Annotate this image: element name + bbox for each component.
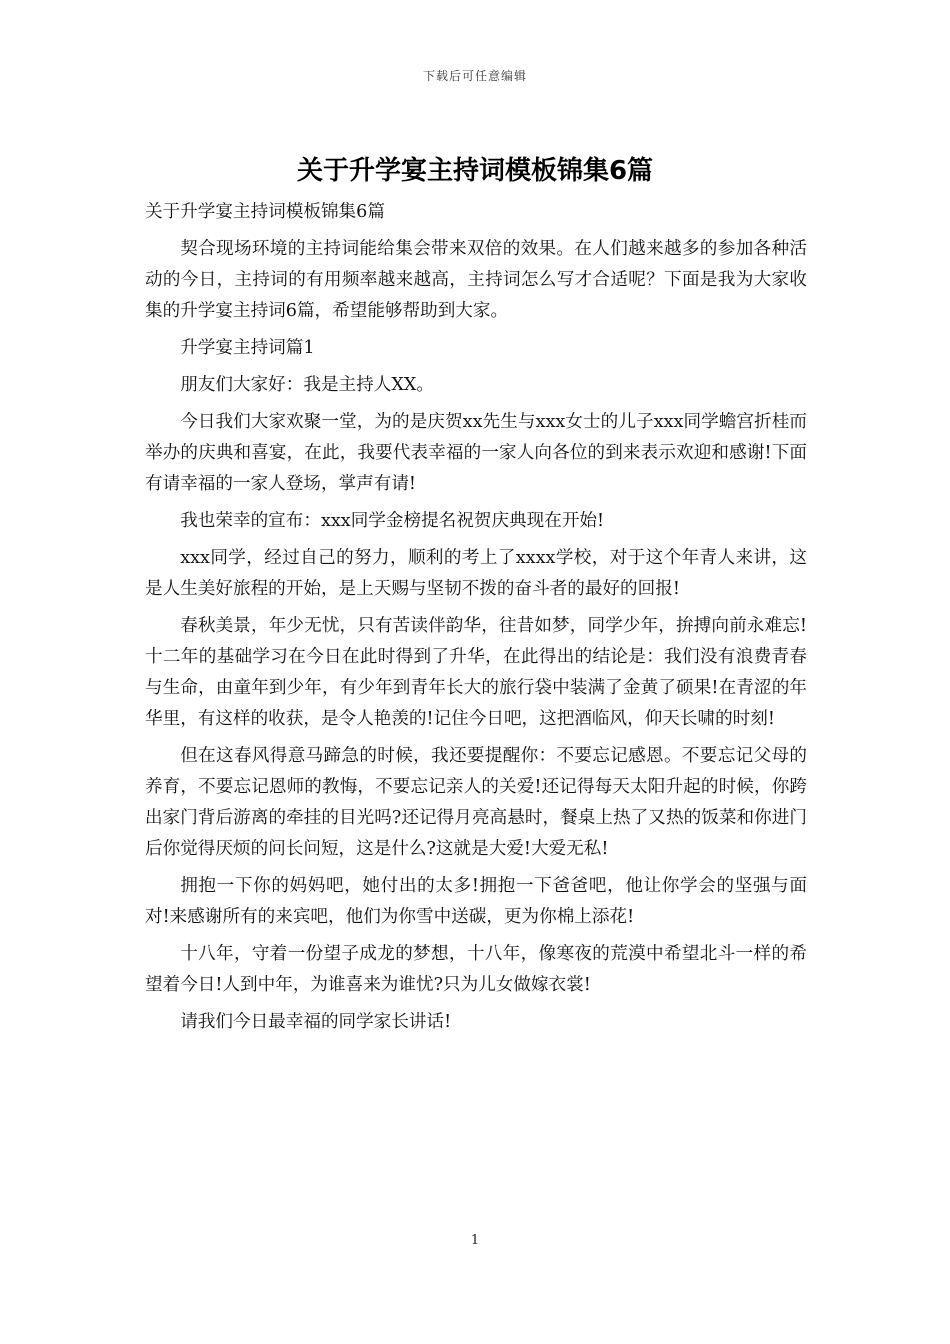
- page-header-note: 下载后可任意编辑: [422, 69, 527, 83]
- body-paragraph: 今日我们大家欢聚一堂，为的是庆贺xx先生与xxx女士的儿子xxx同学蟾宫折桂而举办的庆典和喜宴，在此，我要代表幸福的一家人向各位的到来表示欢迎和感谢!下面有请幸福的一家人登场，掌声有请!: [145, 412, 807, 494]
- body-paragraph: 我也荣幸的宣布：xxx同学金榜提名祝贺庆典现在开始!: [180, 511, 605, 531]
- document-title: 关于升学宴主持词模板锦集6篇: [296, 156, 654, 186]
- subtitle-line: 关于升学宴主持词模板锦集6篇: [145, 202, 385, 222]
- body-paragraph: 拥抱一下你的妈妈吧，她付出的太多!拥抱一下爸爸吧，他让你学会的坚强与面对!来感谢所有的来宾吧，他们为你雪中送碳，更为你棉上添花!: [145, 876, 807, 927]
- body-paragraph: 朋友们大家好：我是主持人XX。: [180, 375, 434, 395]
- body-paragraph: 十八年，守着一份望子成龙的梦想，十八年，像寒夜的荒漠中希望北斗一样的希望着今日!人到中年，为谁喜来为谁忧?只为儿女做嫁衣裳!: [145, 944, 807, 995]
- body-paragraph: 春秋美景，年少无忧，只有苦读伴韵华，往昔如梦，同学少年，拚搏向前永难忘!十二年的基础学习在今日在此时得到了升华，在此得出的结论是：我们没有浪费青春与生命，由童年到少年，有少年到青年长大的旅行袋中装满了金黄了硕果!在青涩的年华里，有这样的收获，是令人艳羡的!记住今日吧，这把酒临风，仰天长啸的时刻!: [145, 616, 807, 729]
- section-heading: 升学宴主持词篇1: [180, 338, 315, 358]
- body-paragraph: xxx同学，经过自己的努力，顺利的考上了xxxx学校，对于这个年青人来讲，这是人生美好旅程的开始，是上天赐与坚韧不拨的奋斗者的最好的回报!: [145, 548, 807, 599]
- body-paragraph: 请我们今日最幸福的同学家长讲话!: [180, 1012, 452, 1032]
- intro-paragraph: 契合现场环境的主持词能给集会带来双倍的效果。在人们越来越多的参加各种活动的今日，主持词的有用频率越来越高，主持词怎么写才合适呢？下面是我为大家收集的升学宴主持词6篇，希望能够帮助到大家。: [145, 239, 807, 321]
- body-paragraph: 但在这春风得意马蹄急的时候，我还要提醒你：不要忘记感恩。不要忘记父母的养育，不要忘记恩师的教悔，不要忘记亲人的关爱!还记得每天太阳升起的时候，你跨出家门背后游离的牵挂的目光吗?还记得月亮高悬时，餐桌上热了又热的饭菜和你进门后你觉得厌烦的问长问短，这是什么?这就是大爱!大爱无私!: [145, 746, 807, 859]
- document-body: [145, 197, 807, 1044]
- page-number: 1: [470, 1233, 480, 1248]
